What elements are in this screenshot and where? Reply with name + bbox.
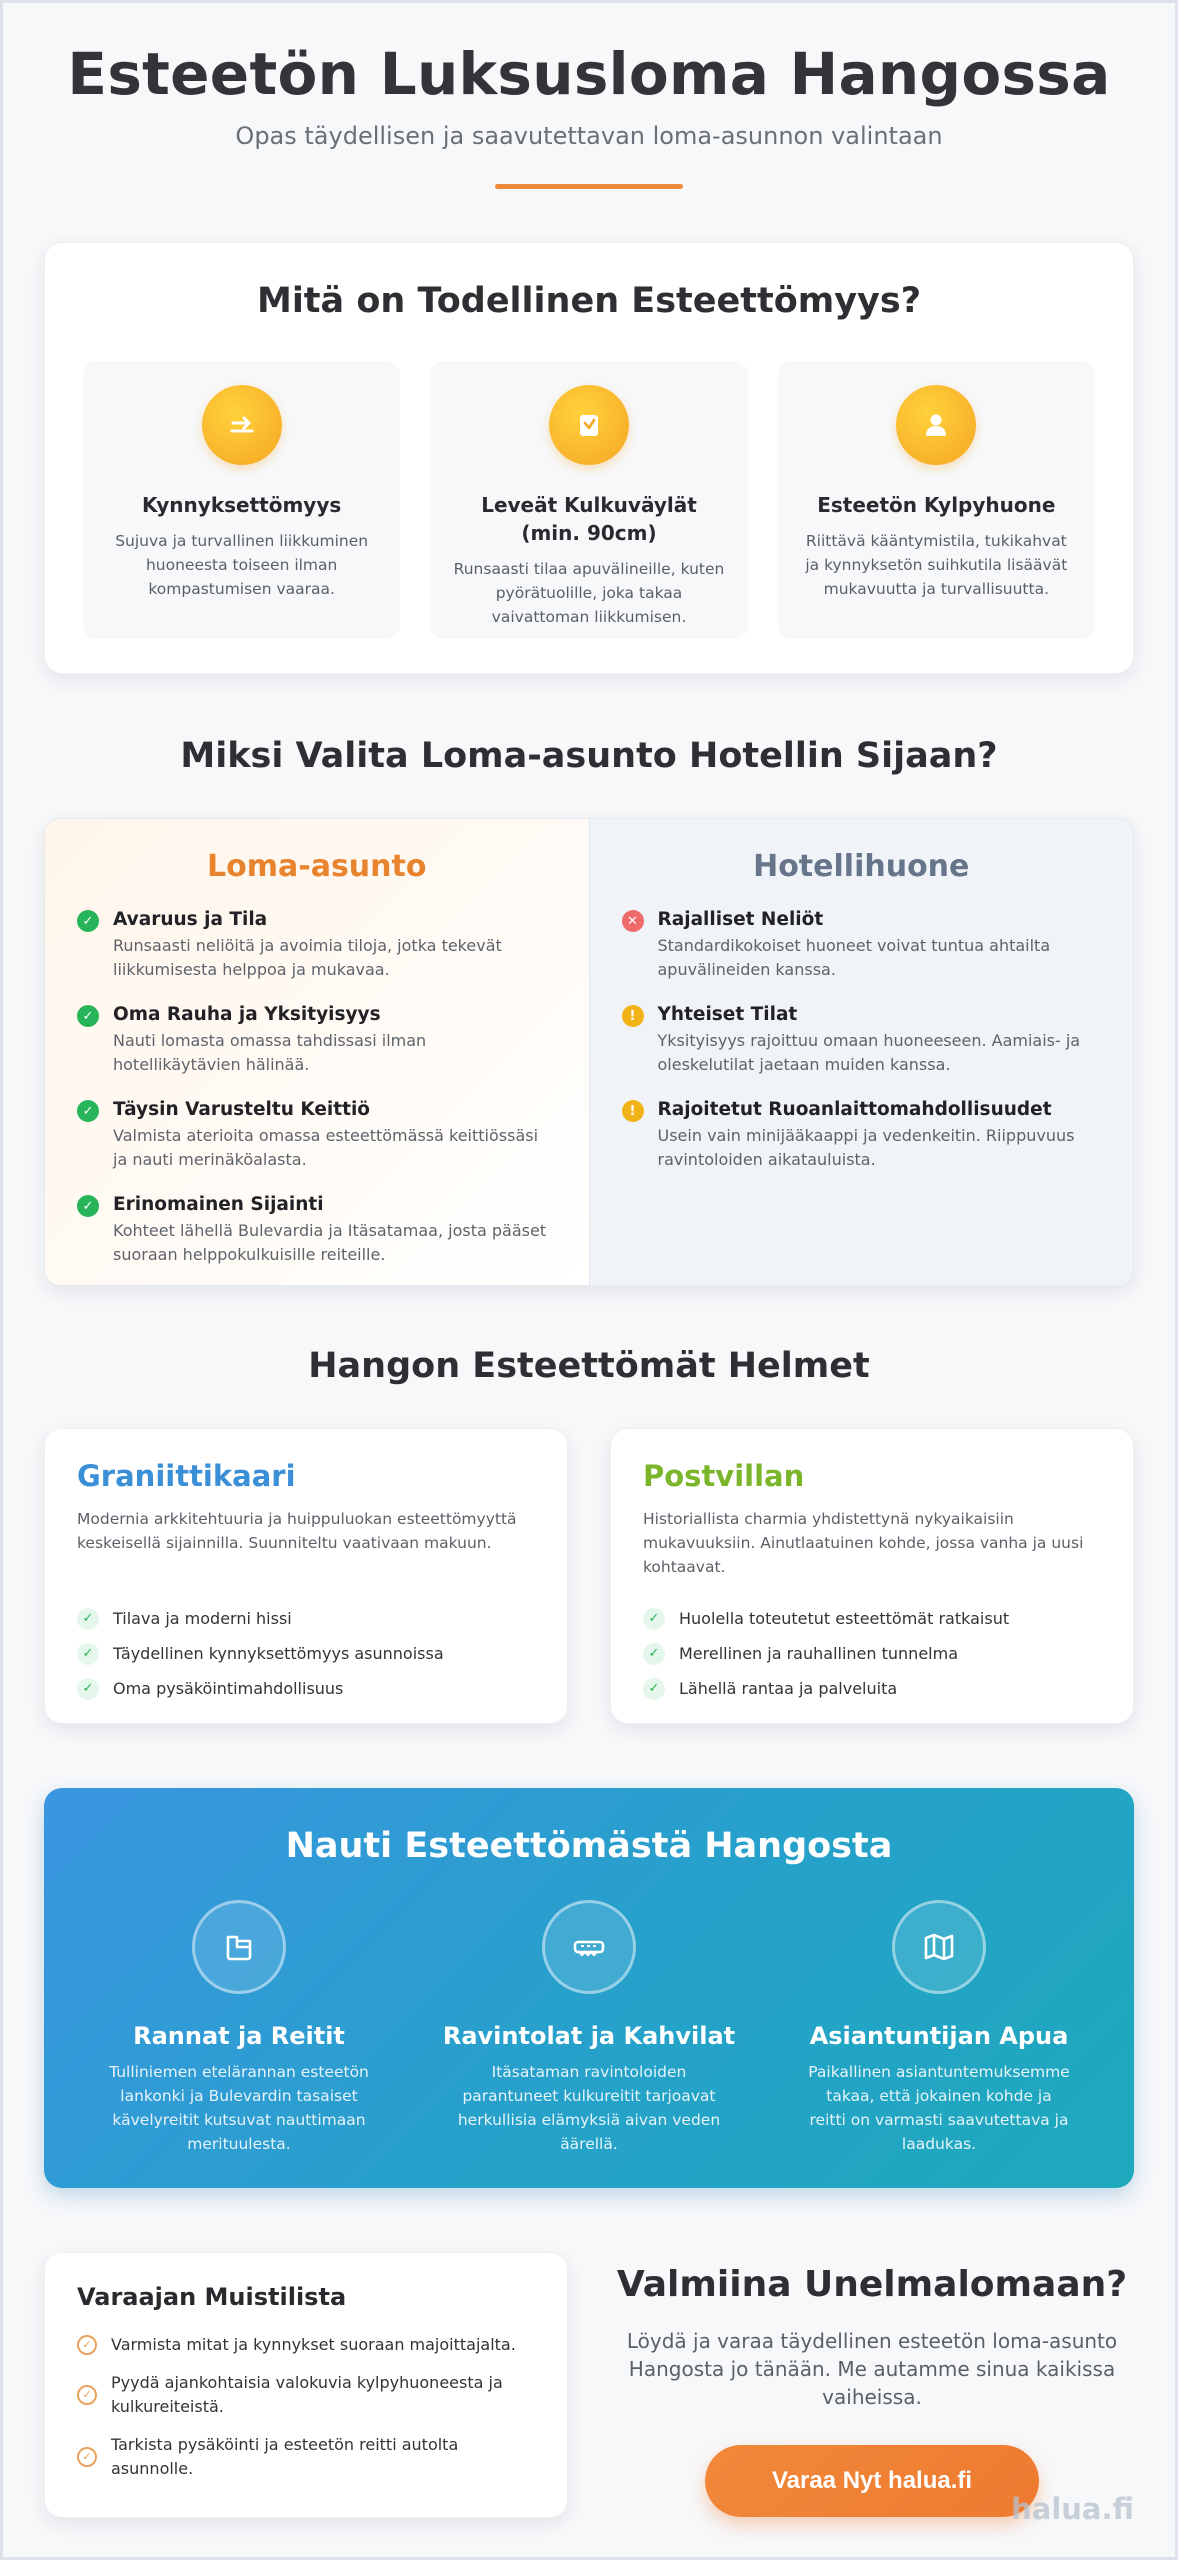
item-text: Paikallinen asiantuntemuksemme takaa, että jokainen kohde ja reitti on varmasti saavutettava ja laadukas. xyxy=(808,2063,1070,2153)
arrow-right-icon xyxy=(202,385,282,465)
map-icon xyxy=(892,1900,986,1994)
item-text: Valmista aterioita omassa esteettömässä keittiössäsi ja nauti merinäköalasta. xyxy=(113,1126,539,1169)
feature-label: Oma pysäköintimahdollisuus xyxy=(113,1679,344,1698)
item-text: Usein vain minijääkaappi ja vedenkeitin. Riippuvuus ravintoloiden aikatauluista. xyxy=(657,1126,1075,1169)
feature-label: Huolella toteutetut esteettömät ratkaisut xyxy=(679,1609,1010,1628)
section-title: Miksi Valita Loma-asunto Hotellin Sijaan? xyxy=(180,736,998,776)
title-underline xyxy=(495,184,683,189)
property-feature xyxy=(77,1636,535,1671)
enjoy-banner xyxy=(44,1788,1134,2188)
book-now-button[interactable]: Varaa Nyt halua.fi xyxy=(705,2445,1039,2517)
item-text: Tulliniemen etelärannan esteetön lankonki ja Bulevardin tasaiset kävelyreitit kutsuvat nauttimaan merituulesta. xyxy=(109,2063,369,2153)
item-title: Asiantuntijan Apua xyxy=(809,2022,1069,2050)
page-subtitle: Opas täydellisen ja saavutettavan loma-asunnon valintaan xyxy=(235,122,943,150)
feature-label: Tilava ja moderni hissi xyxy=(113,1609,292,1628)
property-description: Historiallista charmia yhdistettynä nykyaikaisiin mukavuuksiin. Ainutlaatuinen kohde, jossa vanha ja uusi kohtaavat. xyxy=(643,1510,1084,1576)
item-title: Avaruus ja Tila xyxy=(113,909,268,930)
section-title: Mitä on Todellinen Esteettömyys? xyxy=(256,281,921,321)
checklist-item xyxy=(77,2333,535,2357)
item-title: Rajoitetut Ruoanlaittomahdollisuudet xyxy=(657,1099,1052,1120)
check-icon: ✓ xyxy=(77,1643,99,1665)
cta-text: Löydä ja varaa täydellinen esteetön loma-asunto Hangosta jo tänään. Me autamme sinua kaikissa vaiheissa. xyxy=(626,2329,1118,2409)
item-title: Oma Rauha ja Yksityisyys xyxy=(113,1004,381,1025)
x-circle-icon: ✕ xyxy=(622,910,644,932)
feature-card xyxy=(83,361,400,639)
property-feature xyxy=(643,1601,1101,1636)
item-text: Kohteet lähellä Bulevardia ja Itäsatamaa, josta pääset suoraan helppokulkuisille reiteille. xyxy=(113,1221,547,1264)
check-icon: ✓ xyxy=(643,1643,665,1665)
accessibility-section xyxy=(44,242,1134,674)
page-title: Esteetön Luksusloma Hangossa xyxy=(67,40,1111,108)
check-circle-icon: ✓ xyxy=(77,2335,97,2355)
feature-label: Merellinen ja rauhallinen tunnelma xyxy=(679,1644,958,1663)
item-title: Yhteiset Tilat xyxy=(657,1004,798,1025)
enjoy-item xyxy=(764,1900,1114,2156)
check-icon: ✓ xyxy=(77,1195,99,1217)
comparison-column-rental xyxy=(45,819,590,1285)
feature-label: Lähellä rantaa ja palveluita xyxy=(679,1679,898,1698)
enjoy-item xyxy=(64,1900,414,2156)
property-title: Postvillan xyxy=(643,1459,805,1493)
check-icon: ✓ xyxy=(77,1005,99,1027)
checklist-item xyxy=(77,2433,535,2481)
checklist-text: Varmista mitat ja kynnykset suoraan majoittajalta. xyxy=(111,2335,516,2354)
feature-title: Kynnyksettömyys xyxy=(142,493,342,517)
column-title: Loma-asunto xyxy=(207,849,427,884)
comparison-item xyxy=(622,1003,1102,1077)
checklist-item xyxy=(77,2371,535,2419)
feature-card xyxy=(430,361,747,639)
feature-text: Runsaasti tilaa apuvälineille, kuten pyörätuolille, joka takaa vaivattoman liikkumisen. xyxy=(453,560,725,626)
check-icon: ✓ xyxy=(77,1608,99,1630)
property-feature xyxy=(643,1636,1101,1671)
comparison-table xyxy=(44,818,1134,1286)
comparison-item xyxy=(77,1098,557,1172)
feature-text: Sujuva ja turvallinen liikkuminen huoneesta toiseen ilman kompastumisen vaaraa. xyxy=(115,532,369,598)
hero xyxy=(0,0,1178,189)
item-title: Erinomainen Sijainti xyxy=(113,1194,324,1215)
check-circle-icon: ✓ xyxy=(77,2447,97,2467)
feature-card xyxy=(778,361,1095,639)
comparison-item xyxy=(77,1003,557,1077)
utensils-icon xyxy=(542,1900,636,1994)
property-card-graniittikaari xyxy=(44,1428,568,1724)
comparison-item xyxy=(77,908,557,982)
item-title: Täysin Varusteltu Keittiö xyxy=(113,1099,370,1120)
check-icon: ✓ xyxy=(643,1678,665,1700)
check-circle-icon: ✓ xyxy=(77,2385,97,2405)
checklist-text: Pyydä ajankohtaisia valokuvia kylpyhuoneesta ja kulkureiteistä. xyxy=(111,2373,503,2416)
enjoy-item xyxy=(414,1900,764,2156)
warning-icon: ! xyxy=(622,1005,644,1027)
comparison-item xyxy=(77,1193,557,1267)
item-title: Rannat ja Reitit xyxy=(133,2022,345,2050)
folder-icon xyxy=(192,1900,286,1994)
check-icon: ✓ xyxy=(643,1608,665,1630)
watermark-logo: halua.fi xyxy=(1011,2492,1134,2526)
cta-title: Valmiina Unelmalomaan? xyxy=(616,2264,1128,2305)
feature-text: Riittävä kääntymistila, tukikahvat ja kynnyksetön suihkutila lisäävät mukavuutta ja turvallisuutta. xyxy=(805,532,1068,598)
comparison-item xyxy=(622,1098,1102,1172)
item-title: Ravintolat ja Kahvilat xyxy=(442,2022,736,2050)
warning-icon: ! xyxy=(622,1100,644,1122)
comparison-item xyxy=(622,908,1102,982)
item-text: Itäsataman ravintoloiden parantuneet kulkureitit tarjoavat herkullisia elämyksiä aivan veden äärellä. xyxy=(457,2063,721,2153)
item-text: Standardikokoiset huoneet voivat tuntua ahtailta apuvälineiden kanssa. xyxy=(657,936,1051,979)
item-text: Runsaasti neliöitä ja avoimia tiloja, jotka tekevät liikkumisesta helppoa ja mukavaa. xyxy=(113,936,502,979)
banner-title: Nauti Esteettömästä Hangosta xyxy=(285,1826,893,1866)
person-icon xyxy=(896,385,976,465)
check-icon: ✓ xyxy=(77,1678,99,1700)
call-to-action xyxy=(610,2252,1134,2517)
property-title: Graniittikaari xyxy=(77,1459,296,1493)
section-title: Hangon Esteettömät Helmet xyxy=(308,1346,870,1386)
property-feature xyxy=(77,1601,535,1636)
feature-label: Täydellinen kynnyksettömyys asunnoissa xyxy=(113,1644,444,1663)
property-feature xyxy=(643,1671,1101,1706)
comparison-column-hotel xyxy=(590,819,1134,1285)
item-text: Yksityisyys rajoittuu omaan huoneeseen. Aamiais- ja oleskelutilat jaetaan muiden kanssa. xyxy=(657,1031,1081,1074)
property-description: Modernia arkkitehtuuria ja huippuluokan esteettömyyttä keskeisellä sijainnilla. Suunniteltu vaativaan makuun. xyxy=(77,1510,517,1552)
check-icon: ✓ xyxy=(77,1100,99,1122)
check-icon: ✓ xyxy=(77,910,99,932)
feature-title: Esteetön Kylpyhuone xyxy=(817,493,1056,517)
property-card-postvillan xyxy=(610,1428,1134,1724)
item-text: Nauti lomasta omassa tahdissasi ilman hotellikäytävien hälinää. xyxy=(113,1031,427,1074)
door-icon xyxy=(549,385,629,465)
booking-checklist xyxy=(44,2252,568,2518)
column-title: Hotellihuone xyxy=(753,849,970,884)
checklist-text: Tarkista pysäköinti ja esteetön reitti autolta asunnolle. xyxy=(111,2435,459,2478)
feature-title: Leveät Kulkuväylät (min. 90cm) xyxy=(481,493,697,545)
checklist-title: Varaajan Muistilista xyxy=(77,2283,347,2311)
property-feature xyxy=(77,1671,535,1706)
item-title: Rajalliset Neliöt xyxy=(657,909,824,930)
